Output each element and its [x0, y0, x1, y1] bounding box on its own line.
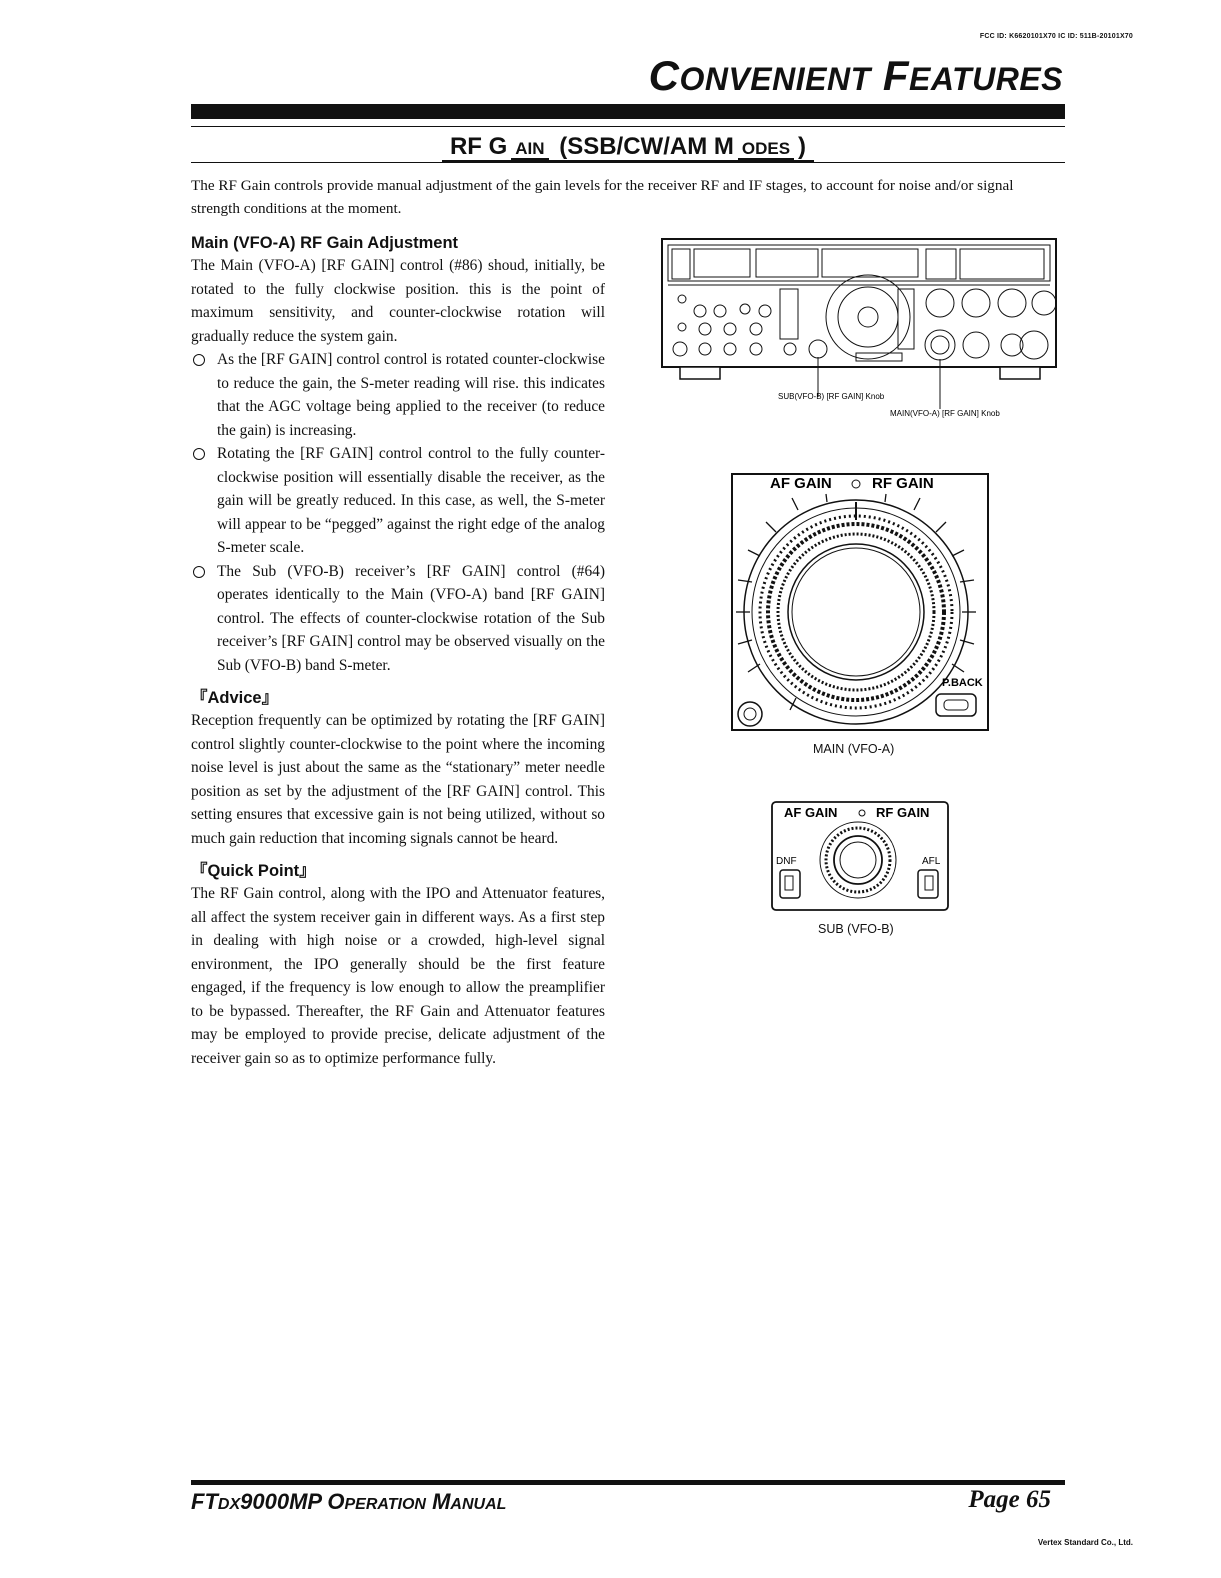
dnf-label: DNF	[776, 856, 797, 867]
afl-button[interactable]	[918, 870, 938, 898]
pback-label: P.BACK	[942, 677, 983, 689]
main-adjust-heading: Main (VFO-A) RF Gain Adjustment	[191, 234, 459, 252]
radio-front-panel-illustration	[660, 237, 1060, 432]
sub-af-gain-label: AF GAIN	[784, 805, 838, 820]
quick-point-heading: 『Quick Point』	[191, 862, 316, 880]
af-gain-label: AF GAIN	[770, 475, 832, 492]
footer-manual-title: FTDX9000MP OPERATION MANUAL	[191, 1489, 507, 1514]
dnf-button[interactable]	[780, 870, 800, 898]
afl-label: AFL	[922, 856, 941, 867]
advice-paragraph: Reception frequently can be optimized by rotating the [RF GAIN] control slightly counter-clockwise to the point where the incoming noise level is just about the same as the “stationary” meter needle position as set by the adjustment of the [RF GAIN] control. This setting ensures that excessive gain is not being utilized, without so much gain reduction that incoming signals cannot be heard.	[191, 712, 605, 847]
sub-vfo-b-knob-illustration	[770, 800, 952, 915]
sub-knob-caption: SUB (VFO-B)	[818, 922, 894, 936]
page-number: Page 65	[968, 1486, 1051, 1513]
main-column	[191, 232, 605, 1070]
main-adjust-bullets	[191, 348, 605, 677]
section-rule	[191, 162, 1065, 163]
advice-heading: 『Advice』	[191, 689, 279, 707]
footer-rule	[191, 1480, 1065, 1485]
main-rf-gain-knob-label: MAIN(VFO-A) [RF GAIN] Knob	[890, 409, 1000, 418]
intro-paragraph: The RF Gain controls provide manual adjustment of the gain levels for the receiver RF and IF stages, to account for noise and/or signal strength conditions at the moment.	[191, 177, 1014, 217]
header-bar	[191, 104, 1065, 119]
chapter-title: CONVENIENT FEATURES	[648, 52, 1063, 99]
sub-rf-gain-knob-label: SUB(VFO-B) [RF GAIN] Knob	[778, 392, 885, 401]
section-title: RF G AIN (SSB/CW/AM M ODES )	[191, 133, 1065, 161]
bullet-item: The Sub (VFO-B) receiver’s [RF GAIN] control (#64) operates identically to the Main (VFO-A) band [RF GAIN] control. The effects of counter-clockwise rotation of the Sub receiver’s [RF GAIN] control may be observed visually on the Sub (VFO-B) band S-meter.	[191, 560, 605, 678]
main-adjust-paragraph: The Main (VFO-A) [RF GAIN] control (#86) shoud, initially, be rotated to the fully clockwise position. this is the point of maximum sensitivity, and counter-clockwise rotation will gradually reduce the system gain.	[191, 257, 605, 345]
company-name: Vertex Standard Co., Ltd.	[1037, 1538, 1133, 1547]
sub-rf-gain-label: RF GAIN	[876, 805, 930, 820]
pback-button[interactable]	[936, 694, 976, 716]
fcc-id: FCC ID: K6620101X70 IC ID: 511B-20101X70	[979, 33, 1133, 40]
main-knob-caption: MAIN (VFO-A)	[813, 742, 895, 756]
main-vfo-a-knob-illustration	[730, 472, 992, 740]
rf-gain-label: RF GAIN	[872, 475, 934, 492]
header-rule	[191, 126, 1065, 127]
quick-point-paragraph: The RF Gain control, along with the IPO and Attenuator features, all affect the system receiver gain in different ways. As a first step in dealing with high noise or a crowded, high-level signal environment, the IPO generally should be the first feature engaged, if the frequency is low enough to allow the preamplifier to be bypassed. Thereafter, the RF Gain and Attenuator features may be employed to provide precise, delicate adjustment of the receiver gain so as to optimize performance fully.	[191, 885, 605, 1067]
bullet-item: As the [RF GAIN] control control is rotated counter-clockwise to reduce the gain, the S-meter reading will rise. this indicates that the AGC voltage being applied to the receiver (to reduce the gain) is increasing.	[191, 348, 605, 442]
bullet-item: Rotating the [RF GAIN] control control to the fully counter-clockwise position will essentially disable the receiver, as the gain will be greatly reduced. In this case, as well, the S-meter will appear to be “pegged” against the right edge of the analog S-meter scale.	[191, 442, 605, 560]
